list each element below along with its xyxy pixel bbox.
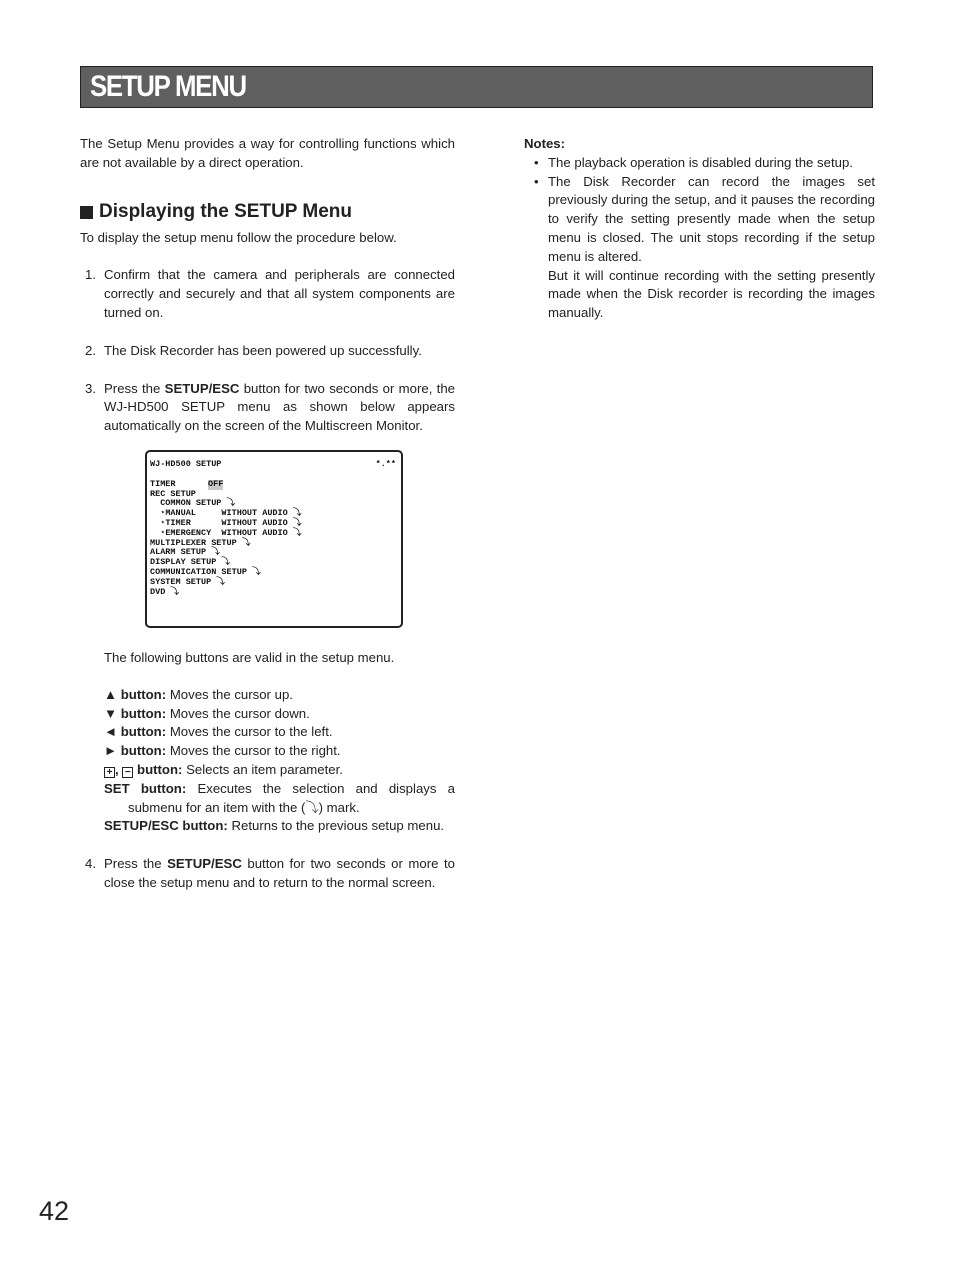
submenu-mark-icon: ⤵ — [305, 799, 319, 815]
set-button-row: SET button: Executes the selection and displays a submenu for an item with the (⤵) mark. — [104, 780, 455, 815]
screen-code: *.** — [375, 458, 396, 469]
section-heading — [80, 201, 455, 223]
up-button-row: ▲ button: Moves the cursor up. — [104, 686, 293, 702]
section-heading-text: Displaying the SETUP Menu — [99, 200, 353, 222]
screen-line: ⋆MANUAL WITHOUT AUDIO ⤵ — [150, 507, 302, 518]
square-bullet-icon — [80, 206, 93, 219]
bullet-icon: • — [534, 154, 539, 170]
screen-line: DISPLAY SETUP ⤵ — [150, 556, 230, 567]
screen-line: REC SETUP — [150, 488, 196, 499]
up-arrow-icon: ▲ — [104, 686, 118, 702]
screen-line: COMMON SETUP ⤵ — [150, 497, 236, 508]
right-column — [524, 135, 875, 323]
screen-timer-label: TIMER — [150, 478, 176, 489]
right-arrow-icon: ► — [104, 743, 118, 759]
minus-icon: − — [122, 767, 133, 778]
page-title: SETUP MENU — [90, 70, 246, 103]
setup-esc-button-row: SETUP/ESC button: Returns to the previous setup menu. — [104, 818, 445, 834]
screen-line: MULTIPLEXER SETUP ⤵ — [150, 537, 251, 548]
left-column — [80, 135, 455, 912]
screen-title: WJ-HD500 SETUP — [150, 458, 222, 469]
plus-icon: + — [104, 767, 115, 778]
bullet-icon: • — [534, 173, 539, 189]
screen-line: ⋆TIMER WITHOUT AUDIO ⤵ — [150, 517, 302, 528]
page-title-bar — [80, 66, 873, 108]
step-item: 4. Press the SETUP/ESC button for two seconds or more to close the setup menu and to return to the normal screen. — [85, 856, 455, 890]
note-item: • The Disk Recorder can record the images set previously during the setup, and it pauses the recording to verify the setting presently made when the setup menu is closed. The unit stops recording if the setup menu is altered. But it will continue recording with the setting presently made when the Disk recorder is recording the images manually. — [534, 173, 875, 321]
section-lead: To display the setup menu follow the procedure below. — [80, 229, 397, 245]
step-item: 3. Press the SETUP/ESC button for two seconds or more, the WJ-HD500 SETUP menu as shown below appears automatically on the screen of the Multiscreen Monitor. WJ-HD500 SETUP *.** TIMER OFF REC SETUP COMMON SETUP ⤵ ⋆MANUAL WITHOUT AUDIO ⤵ ⋆TIMER WITHOUT AUDIO ⤵ ⋆EMERGENCY WITHOUT AUDIO ⤵ MULTIPLEXER SETUP ⤵ ALARM SETUP ⤵ DISPLAY SETUP ⤵ COMMUNICATION SETUP ⤵ SYSTEM SETUP ⤵ DVD ⤵ The following buttons are valid in the setup menu. ▲ button: Moves the cursor up. ▼ button: Moves the cursor down. ◄ button: Moves the cursor to the left. ► button: Moves the cursor to the right. + , − button: Selects an item parameter. SET button: Executes the selection and displays a submenu for an item with the (⤵) mark. SETUP/ESC button: Returns to the previous setup menu. — [80, 380, 455, 837]
note-item: • The playback operation is disabled during the setup. — [524, 154, 875, 173]
button-descriptions — [104, 686, 455, 836]
page-number: 42 — [39, 1196, 70, 1226]
notes-title: Notes: — [524, 136, 566, 151]
screen-line: SYSTEM SETUP ⤵ — [150, 576, 225, 587]
procedure-steps — [80, 266, 455, 892]
setup-menu-screen — [145, 450, 403, 628]
left-arrow-icon: ◄ — [104, 724, 118, 740]
intro-paragraph: The Setup Menu provides a way for controlling functions which are not available by a direct operation. — [80, 136, 455, 170]
note-continuation: But it will continue recording with the setting presently made when the Disk recorder is recording the images manually. — [548, 267, 875, 321]
screen-timer-value: OFF — [208, 478, 224, 489]
step-item: 2. The Disk Recorder has been powered up successfully. — [85, 342, 422, 358]
screen-line: DVD ⤵ — [150, 586, 179, 597]
notes-list — [524, 154, 875, 323]
down-button-row: ▼ button: Moves the cursor down. — [104, 705, 310, 721]
screen-line: ⋆EMERGENCY WITHOUT AUDIO ⤵ — [150, 527, 302, 538]
plus-minus-button-row: + , − button: Selects an item parameter. — [104, 761, 455, 780]
buttons-intro: The following buttons are valid in the setup menu. — [104, 649, 395, 665]
screen-line: ALARM SETUP ⤵ — [150, 546, 220, 557]
step-item: 1. Confirm that the camera and peripherals are connected correctly and securely and that all system components are turned on. — [85, 267, 455, 320]
right-button-row: ► button: Moves the cursor to the right. — [104, 743, 341, 759]
down-arrow-icon: ▼ — [104, 705, 118, 721]
left-button-row: ◄ button: Moves the cursor to the left. — [104, 724, 333, 740]
screen-line: COMMUNICATION SETUP ⤵ — [150, 566, 261, 577]
